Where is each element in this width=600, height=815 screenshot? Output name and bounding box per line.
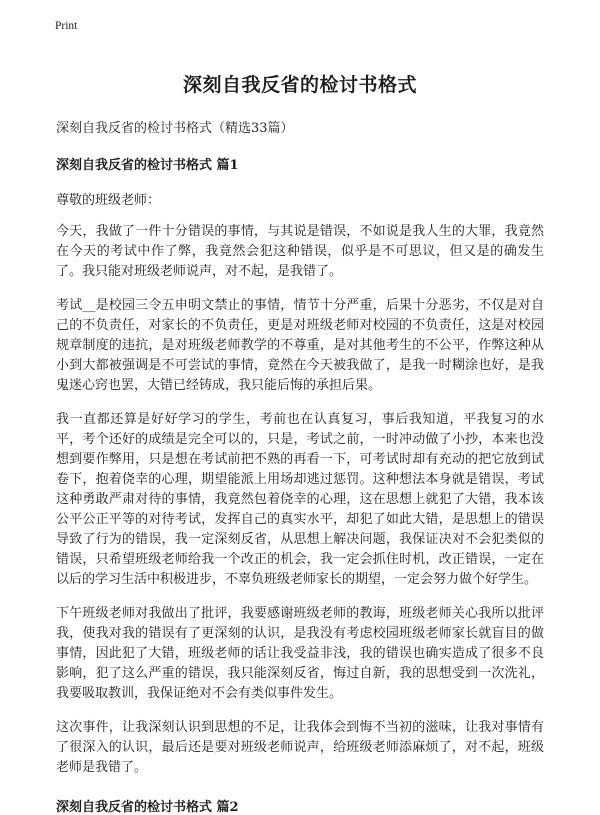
section-heading-2: 深刻自我反省的检讨书格式 篇2 bbox=[56, 800, 239, 815]
document-subtitle: 深刻自我反省的检讨书格式（精选33篇） bbox=[56, 121, 294, 136]
paragraph-3: 我一直都还算是好好学习的学生，考前也在认真复习，事后我知道，平我复习的水平，考个还好的成绩是完全可以的，只是，考试之前，一时冲动做了小抄，本来也没想到要作弊用，只是想在考试前把不熟的再看一下，可考试时却有充动的把它放到试卷下，抱着侥幸的心理，期望能派上用场却逃过惩罚。这种想法本身就是错误，考试这种勇敢严肃对待的事情，我竟然包着侥幸的心理，这在思想上就犯了大错，我本该公平公正平等的对待考试，发挥自己的真实水平，却犯了如此大错，是思想上的错误导致了行为的错误，我一定深刻反省，从思想上解决问题，我保证决对不会犯类似的错误，只希望班级老师给我一个改正的机会，我一定会抓住时机，改正错误，一定在以后的学习生活中积极进步，不辜负班级老师家长的期望，一定会努力做个好学生。 bbox=[56, 412, 544, 587]
page-title: 深刻自我反省的检讨书格式 bbox=[182, 74, 417, 96]
paragraph-2: 考试__是校园三令五申明文禁止的事情，情节十分严重，后果十分恶劣，不仅是对自己的不负责任，对家长的不负责任，更是对班级老师对校园的不负责任，这是对校园规章制度的违抗，是对班级老师教学的不尊重，是对其他考生的不公平，作弊这种从小到大都被强调是不可尝试的事情，竟然在今天被我做了，是我一时糊涂也好，是我鬼迷心窍也罢，大错已经铸成，我只能后悔的承担后果。 bbox=[56, 298, 544, 393]
paragraph-5: 这次事件，让我深刻认识到思想的不足，让我体会到悔不当初的滋味，让我对事情有了很深入的认识，最后还是要对班级老师说声，给班级老师添麻烦了，对不起，班级老师是我错了。 bbox=[56, 720, 544, 775]
paragraph-1: 今天，我做了一件十分错误的事情，与其说是错误，不如说是我人生的大罪，我竟然在今天的考试中作了弊，我竟然会犯这种错误，似乎是不可思议，但又是的确发生了。我只能对班级老师说声，对不起，是我错了。 bbox=[56, 224, 544, 279]
section-heading-1: 深刻自我反省的检讨书格式 篇1 bbox=[56, 158, 239, 173]
letter-greeting: 尊敬的班级老师： bbox=[56, 193, 161, 208]
print-link[interactable]: Print bbox=[55, 20, 78, 32]
paragraph-4: 下午班级老师对我做出了批评，我要感谢班级老师的教诲，班级老师关心我所以批评我，使我对我的错误有了更深刻的认识，是我没有考虑校园班级老师家长就盲目的做事情，因此犯了大错，班级老师的话让我受益非浅，我的错误也确实造成了很多不良影响，犯了这么严重的错误，我只能深刻反省，悔过自新，我的思想受到一次洗礼，我要吸取教训，我保证绝对不会有类似事件发生。 bbox=[56, 606, 544, 701]
